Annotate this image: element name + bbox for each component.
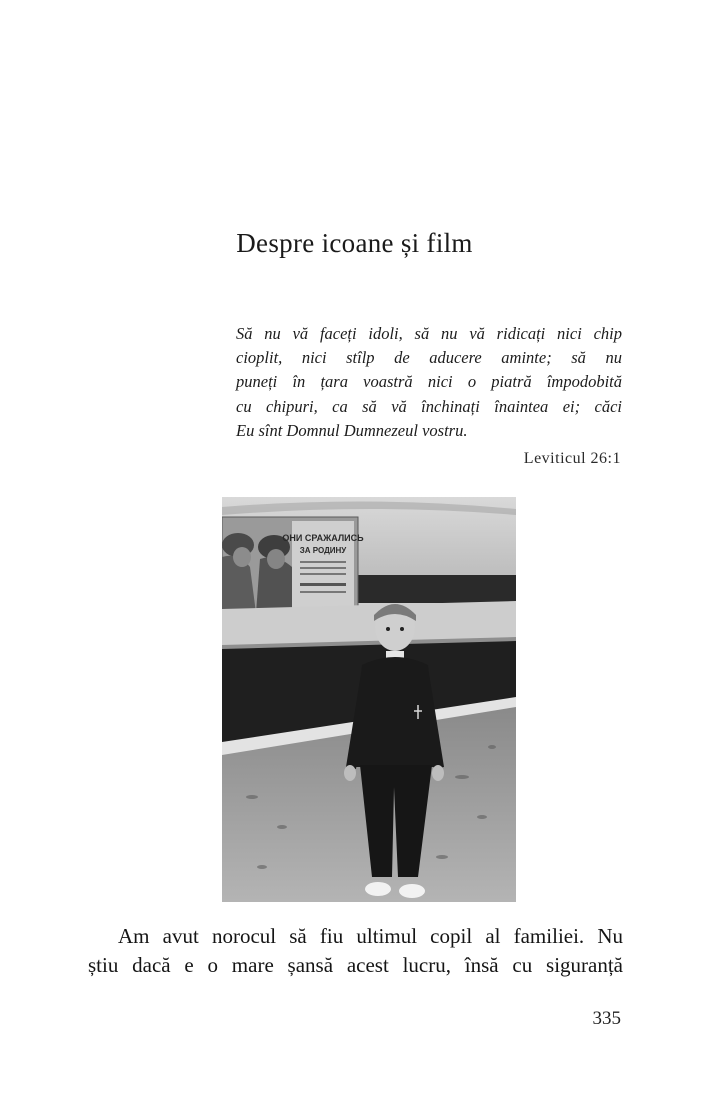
childhood-photo bbox=[222, 497, 516, 902]
epigraph-line: puneți în țara voastră nici o piatră împodobită bbox=[236, 372, 622, 392]
poster-title-line-1: ОНИ СРАЖАЛИСЬ bbox=[282, 533, 364, 543]
epigraph-line: Să nu vă faceți idoli, să nu vă ridicați nici chip bbox=[236, 324, 622, 343]
body-line: Am avut norocul să fiu ultimul copil al familiei. Nu bbox=[118, 924, 623, 948]
poster-title-line-2: ЗА РОДИНУ bbox=[299, 546, 347, 555]
body-line: știu dacă e o mare șansă acest lucru, însă cu siguranță bbox=[88, 953, 623, 977]
epigraph-line: Eu sînt Domnul Dumnezeul vostru. bbox=[236, 420, 468, 440]
epigraph-source: Leviticul 26:1 bbox=[523, 450, 621, 467]
epigraph-line: cioplit, nici stîlp de aducere aminte; să nu bbox=[236, 348, 622, 368]
photo-illustration bbox=[222, 497, 516, 902]
epigraph-line: cu chipuri, ca să vă închinați înaintea ei; căci bbox=[236, 396, 622, 416]
page-number: 335 bbox=[592, 1008, 621, 1029]
body-paragraph bbox=[88, 922, 623, 980]
film-poster bbox=[222, 517, 364, 613]
epigraph-quote bbox=[236, 322, 622, 443]
chapter-title: Despre icoane și film bbox=[236, 228, 473, 258]
